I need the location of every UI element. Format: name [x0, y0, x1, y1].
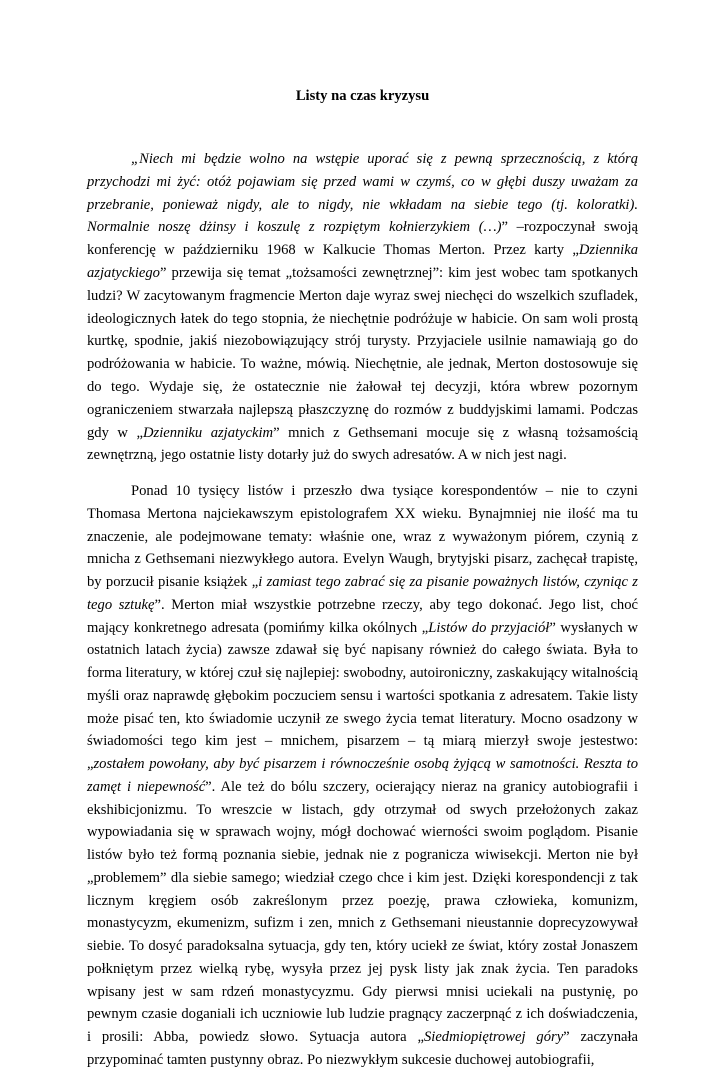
text-span: ”. Merton miał wszystkie potrzebne rzeczy, aby tego dokonać. Jego list, choć mający konkretnego adresata (pomińmy kilka okólnych „ — [87, 596, 638, 636]
title-span: Siedmiopiętrowej góry — [423, 1029, 564, 1046]
text-span: Ponad 10 tysięcy listów i przeszło dwa tysiące korespondentów – nie to czyni Thomasa Mertona najciekawszym epistolografem XX wieku. Bynajmniej nie ilość ma tu znaczenie, ale podejmowane tematy: właśnie one, wraz z wyważonym piórem, czynią z mnicha z Gethsemani niezwykłego autora. Evelyn Waugh, brytyjski pisarz, zachęcał trapistę, by porzucił pisanie książek „ — [87, 483, 638, 591]
title-span: Dzienniku azjatyckim — [142, 424, 274, 441]
paragraph-2 — [87, 480, 638, 1072]
quote-span: zostałem powołany, aby być pisarzem i równocześnie osobą żyjącą w samotności. Reszta to zamęt i niepewność — [87, 756, 638, 795]
page-title: Listy na czas kryzysu — [295, 88, 430, 104]
text-span: ”. Ale też do bólu szczery, ocierający nieraz na granicy autobiografii i ekshibicjonizmu. To wreszcie w listach, gdy otrzymał od swych przełożonych zakaz wypowiadania się w sprawach wojny, mógł dochować wierności swoim poglądom. Pisanie listów było też formą poznania siebie, jednak nie z pogranicza wiwisekcji. Merton nie był „problemem” dla siebie samego; wiedział czego chce i kim jest. Dzięki korespondencji z tak licznym kręgiem osób zakreślonym przez poezję, prawa człowieka, komunizm, monastycyzm, ekumenizm, sufizm i zen, mnich z Gethsemani nieustannie doprecyzowywał siebie. To dosyć paradoksalna sytuacja, gdy ten, który uciekł ze świat, który został Jonaszem połkniętym przez wielką rybę, wysyła przez jej pysk listy jak znak życia. Ten paradoks wpisany jest w sam rdzeń monastycyzmu. Gdy pierwsi mnisi uciekali na pustynię, po pewnym czasie doganiali ich uczniowie lub ludzie pragnący zaczerpnąć z ich doświadczenia, i prosili: Abba, powiedz słowo. Sytuacja autora „ — [87, 778, 638, 1046]
text-span: ” mnich z Gethsemani mocuje się z własną tożsamością zewnętrzną, jego ostatnie listy dotarły już do swych adresatów. A w nich jest nagi. — [87, 424, 638, 464]
title-span: Listów do przyjaciół — [428, 619, 550, 636]
text-span: ” przewija się temat „tożsamości zewnętrznej”: kim jest wobec tam spotkanych ludzi? W zacytowanym fragmencie Merton daje wyraz swej niechęci do wszelkich szufladek, ideologicznych łatek do tego stopnia, że niechętnie podróżuje w habicie. On sam woli prostą kurtkę, spodnie, jakiś niezobowiązujący strój turysty. Przyjaciele usilnie namawiają go do podróżowania w habicie. To ważne, mówią. Niechętnie, ale jednak, Merton dostosowuje się do tego. Wydaje się, że ostatecznie nie żałował tej decyzji, która wbrew pozornym ograniczeniem stwarzała najlepszą płaszczyznę do rozmów z buddyjskimi lamami. Podczas gdy w „ — [87, 264, 638, 441]
title-span: Dziennika azjatyckiego — [87, 242, 638, 281]
document-body — [87, 148, 638, 1072]
paragraph-1 — [87, 148, 638, 467]
text-span: ” –rozpoczynał swoją konferencję w październiku 1968 w Kalkucie Thomas Merton. Przez karty „ — [87, 219, 638, 259]
text-span: ” zaczynała przypominać tamten pustynny obraz. Po niezwykłym sukcesie duchowej autobiografii, — [87, 1029, 639, 1068]
quote-span: „Niech mi będzie wolno na wstępie uporać się z pewną sprzecznością, z którą przychodzi mi żyć: otóż pojawiam się przed wami w czymś, co w głębi duszy uważam za przebranie, ponieważ nigdy, ale to nigdy, nie wkładam na siebie tego (tj. koloratki). Normalnie noszę dżinsy i koszulę z rozpiętym kołnierzykiem (…) — [87, 151, 638, 236]
text-span: ” wysłanych w ostatnich latach życia) zawsze zdawał się być napisany również do całego świata. Była to forma literatury, w której czuł się najlepiej: swobodny, autoironiczny, zaskakujący witalnością myśli oraz naprawdę głębokim poczuciem sensu i wartości spotkania z adresatem. Takie listy może pisać ten, kto świadomie uczynił ze swego życia temat literatury. Mocno osadzony w świadomości tego kim jest – mnichem, pisarzem – tą miarą mierzył swoje jestestwo: „ — [87, 619, 638, 773]
quote-span: i zamiast tego zabrać się za pisanie poważnych listów, czyniąc z tego sztukę — [87, 574, 638, 613]
